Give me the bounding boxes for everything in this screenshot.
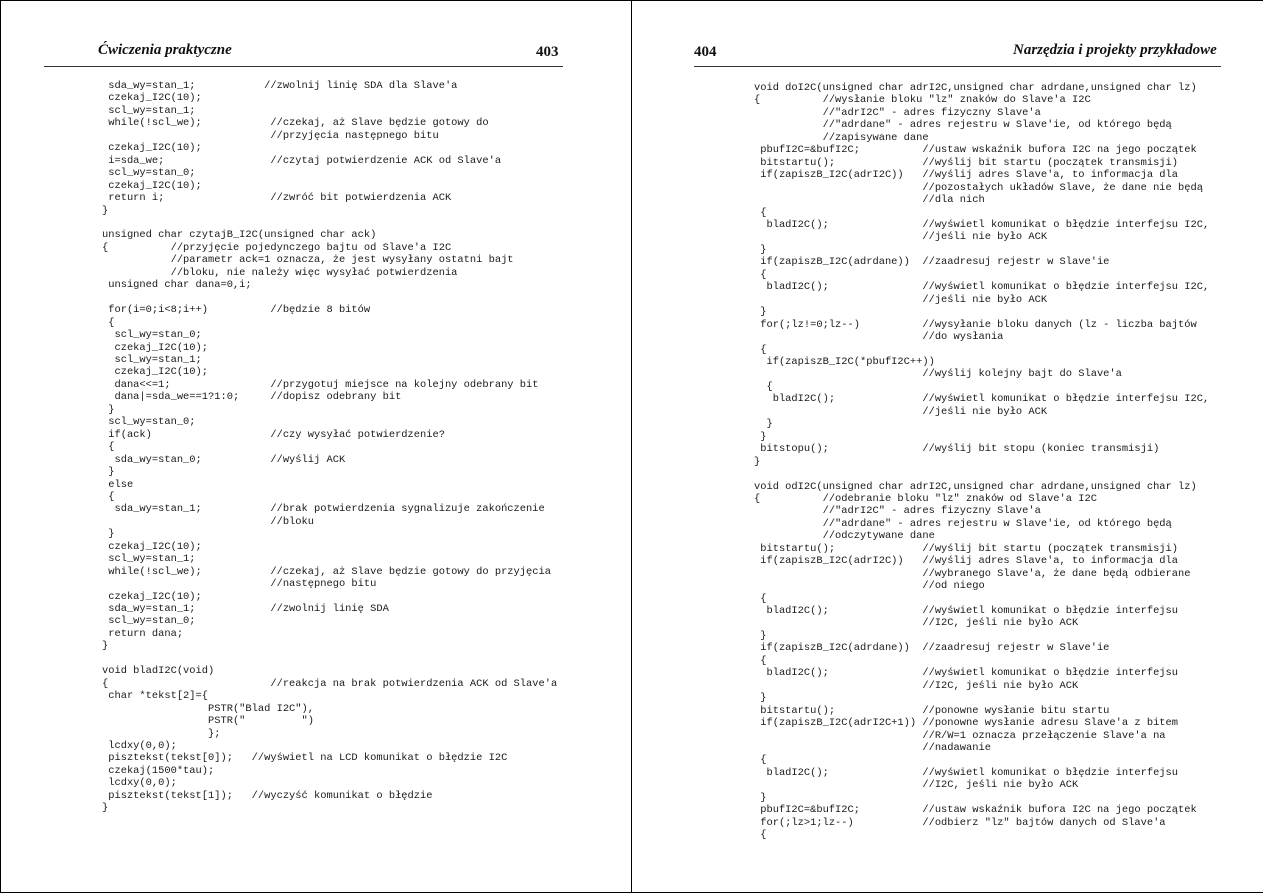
left-page-title: Ćwiczenia praktyczne [98,42,232,58]
right-header-rule [694,66,1221,67]
spread-divider [631,0,632,893]
right-page [633,0,1263,893]
right-code-listing: void doI2C(unsigned char adrI2C,unsigned char adrdane,unsigned char lz) { //wysłanie bloku "lz" znaków do Slave'a I2C //"adrI2C" - adres fizyczny Slave'a //"adrdane" - adres rejestru w Slave'ie, od którego będą //zapisywane dane pbufI2C=&bufI2C; //ustaw wskaźnik bufora I2C na jego początek bitstartu(); //wyślij bit startu (początek transmisji) if(zapiszB_I2C(adrI2C)) //wyślij adres Slave'a, to informacja dla //pozostałych układów Slave, że dane nie będą //dla nich { bladI2C(); //wyświetl komunikat o błędzie interfejsu I2C, //jeśli nie było ACK } if(zapiszB_I2C(adrdane)) //zaadresuj rejestr w Slave'ie { bladI2C(); //wyświetl komunikat o błędzie interfejsu I2C, //jeśli nie było ACK } for(;lz!=0;lz--) //wysyłanie bloku danych (lz - liczba bajtów //do wysłania { if(zapiszB_I2C(*pbufI2C++)) //wyślij kolejny bajt do Slave'a { bladI2C(); //wyświetl komunikat o błędzie interfejsu I2C, //jeśli nie było ACK } } bitstopu(); //wyślij bit stopu (koniec transmisji) } void odI2C(unsigned char adrI2C,unsigned char adrdane,unsigned char lz) { //odebranie bloku "lz" znaków od Slave'a I2C //"adrI2C" - adres fizyczny Slave'a //"adrdane" - adres rejestru w Slave'ie, od którego będą //odczytywane dane bitstartu(); //wyślij bit startu (początek transmisji) if(zapiszB_I2C(adrI2C)) //wyślij adres Slave'a, to informacja dla //wybranego Slave'a, że dane będą odbierane //od niego { bladI2C(); //wyświetl komunikat o błędzie interfejsu //I2C, jeśli nie było ACK } if(zapiszB_I2C(adrdane)) //zaadresuj rejestr w Slave'ie { bladI2C(); //wyświetl komunikat o błędzie interfejsu //I2C, jeśli nie było ACK } bitstartu(); //ponowne wysłanie bitu startu if(zapiszB_I2C(adrI2C+1)) //ponowne wysłanie adresu Slave'a z bitem //R/W=1 oznacza przełączenie Slave'a na //nadawanie { bladI2C(); //wyświetl komunikat o błędzie interfejsu //I2C, jeśli nie było ACK } pbufI2C=&bufI2C; //ustaw wskaźnik bufora I2C na jego początek for(;lz>1;lz--) //odbierz "lz" bajtów danych od Slave'a { [754,82,1210,842]
left-code-listing: sda_wy=stan_1; //zwolnij linię SDA dla Slave'a czekaj_I2C(10); scl_wy=stan_1; while(!scl_we); //czekaj, aż Slave będzie gotowy do //przyjęcia następnego bitu czekaj_I2C(10); i=sda_we; //czytaj potwierdzenie ACK od Slave'a scl_wy=stan_0; czekaj_I2C(10); return i; //zwróć bit potwierdzenia ACK } unsigned char czytajB_I2C(unsigned char ack) { //przyjęcie pojedynczego bajtu od Slave'a I2C //parametr ack=1 oznacza, że jest wysyłany ostatni bajt //bloku, nie należy więc wysyłać potwierdzenia unsigned char dana=0,i; for(i=0;i<8;i++) //będzie 8 bitów { scl_wy=stan_0; czekaj_I2C(10); scl_wy=stan_1; czekaj_I2C(10); dana<<=1; //przygotuj miejsce na kolejny odebrany bit dana|=sda_we==1?1:0; //dopisz odebrany bit } scl_wy=stan_0; if(ack) //czy wysyłać potwierdzenie? { sda_wy=stan_0; //wyślij ACK } else { sda_wy=stan_1; //brak potwierdzenia sygnalizuje zakończenie //bloku } czekaj_I2C(10); scl_wy=stan_1; while(!scl_we); //czekaj, aż Slave będzie gotowy do przyjęcia //następnego bitu czekaj_I2C(10); sda_wy=stan_1; //zwolnij linię SDA scl_wy=stan_0; return dana; } void bladI2C(void) { //reakcja na brak potwierdzenia ACK od Slave'a char *tekst[2]={ PSTR("Blad I2C"), PSTR(" ") }; lcdxy(0,0); pisztekst(tekst[0]); //wyświetl na LCD komunikat o błędzie I2C czekaj(1500*tau); lcdxy(0,0); pisztekst(tekst[1]); //wyczyść komunikat o błędzie } [102,80,558,815]
left-page [0,0,630,893]
right-page-number: 404 [694,44,717,60]
right-page-title: Narzędzia i projekty przykładowe [1013,42,1217,58]
left-page-number: 403 [536,44,559,60]
left-header-rule [44,66,563,67]
